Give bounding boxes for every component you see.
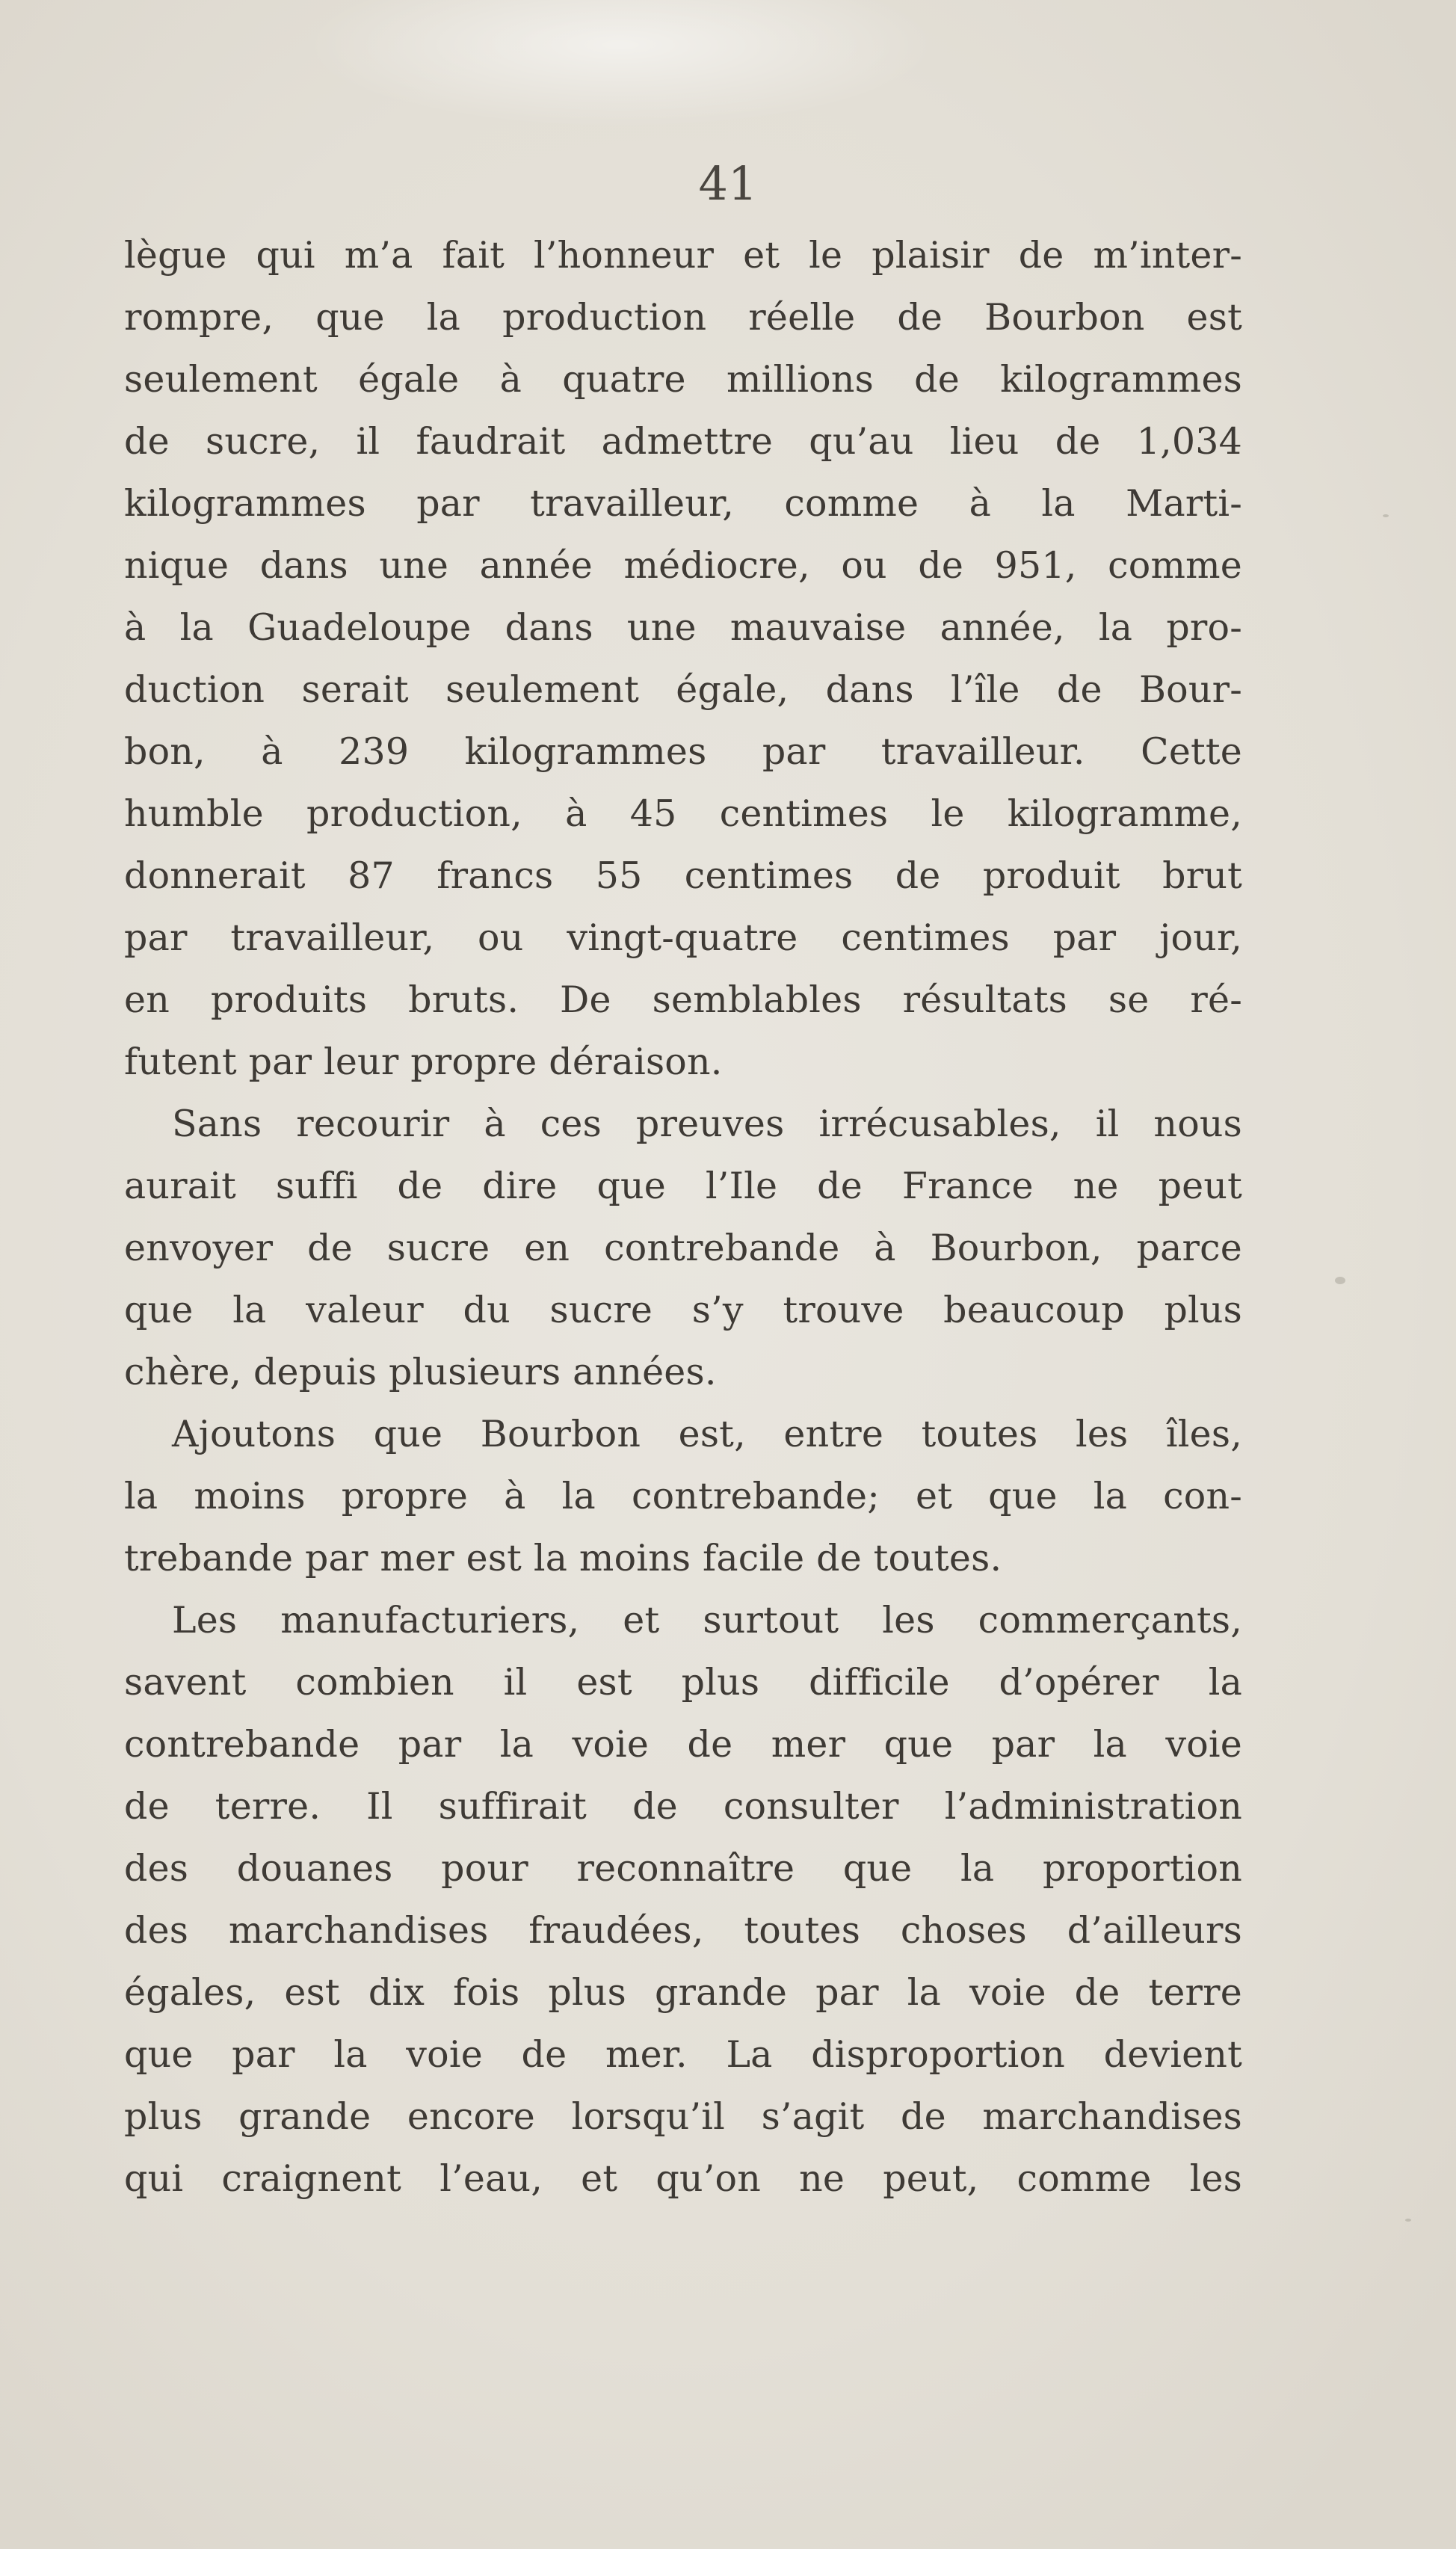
text-line: bon, à 239 kilogrammes par travailleur. Cette [124,730,1242,773]
text-line: humble production, à 45 centimes le kilogramme, [124,792,1242,835]
paragraph-end-line: trebande par mer est la moins facile de toutes. [124,1537,1002,1579]
body-text [124,224,1242,2210]
text-line: à la Guadeloupe dans une mauvaise année, la pro- [124,606,1242,649]
text-line: kilogrammes par travailleur, comme à la Marti- [124,482,1242,525]
text-line: en produits bruts. De semblables résultats se ré- [124,978,1242,1021]
text-line: contrebande par la voie de mer que par la voie [124,1723,1242,1766]
text-line: des douanes pour reconnaître que la proportion [124,1847,1242,1890]
text-line: de sucre, il faudrait admettre qu’au lieu de 1,034 [124,420,1242,463]
text-line: que la valeur du sucre s’y trouve beaucoup plus [124,1289,1242,1331]
text-line: donnerait 87 francs 55 centimes de produit brut [124,854,1242,897]
text-line: nique dans une année médiocre, ou de 951, comme [124,544,1242,587]
text-line: des marchandises fraudées, toutes choses d’ailleurs [124,1909,1242,1952]
page-number: 41 [698,156,758,211]
text-line: qui craignent l’eau, et qu’on ne peut, comme les [124,2157,1242,2200]
paper-speck [1335,1277,1345,1284]
text-line: rompre, que la production réelle de Bourbon est [124,296,1242,339]
text-line: que par la voie de mer. La disproportion devient [124,2033,1242,2076]
text-line: la moins propre à la contrebande; et que la con- [124,1475,1242,1517]
paragraph-start-line: Ajoutons que Bourbon est, entre toutes les îles, [172,1413,1242,1455]
text-line: seulement égale à quatre millions de kilogrammes [124,358,1242,401]
text-line: égales, est dix fois plus grande par la voie de terre [124,1971,1242,2014]
paragraph-start-line: Sans recourir à ces preuves irrécusables, il nous [172,1103,1242,1145]
text-line: plus grande encore lorsqu’il s’agit de marchandises [124,2095,1242,2138]
text-line: envoyer de sucre en contrebande à Bourbon, parce [124,1227,1242,1269]
paragraph-end-line: futent par leur propre déraison. [124,1041,723,1083]
paragraph-end-line: chère, depuis plusieurs années. [124,1351,717,1393]
paper-speck [1405,2219,1411,2222]
paper-speck [1383,514,1389,517]
paragraph-start-line: Les manufacturiers, et surtout les commerçants, [172,1599,1242,1642]
text-line: aurait suffi de dire que l’Ile de France ne peut [124,1165,1242,1207]
text-line: par travailleur, ou vingt-quatre centimes par jour, [124,916,1242,959]
text-line: de terre. Il suffirait de consulter l’administration [124,1785,1242,1828]
text-line: lègue qui m’a fait l’honneur et le plaisir de m’inter- [124,234,1242,277]
text-line: savent combien il est plus difficile d’opérer la [124,1661,1242,1704]
text-line: duction serait seulement égale, dans l’île de Bour- [124,668,1242,711]
